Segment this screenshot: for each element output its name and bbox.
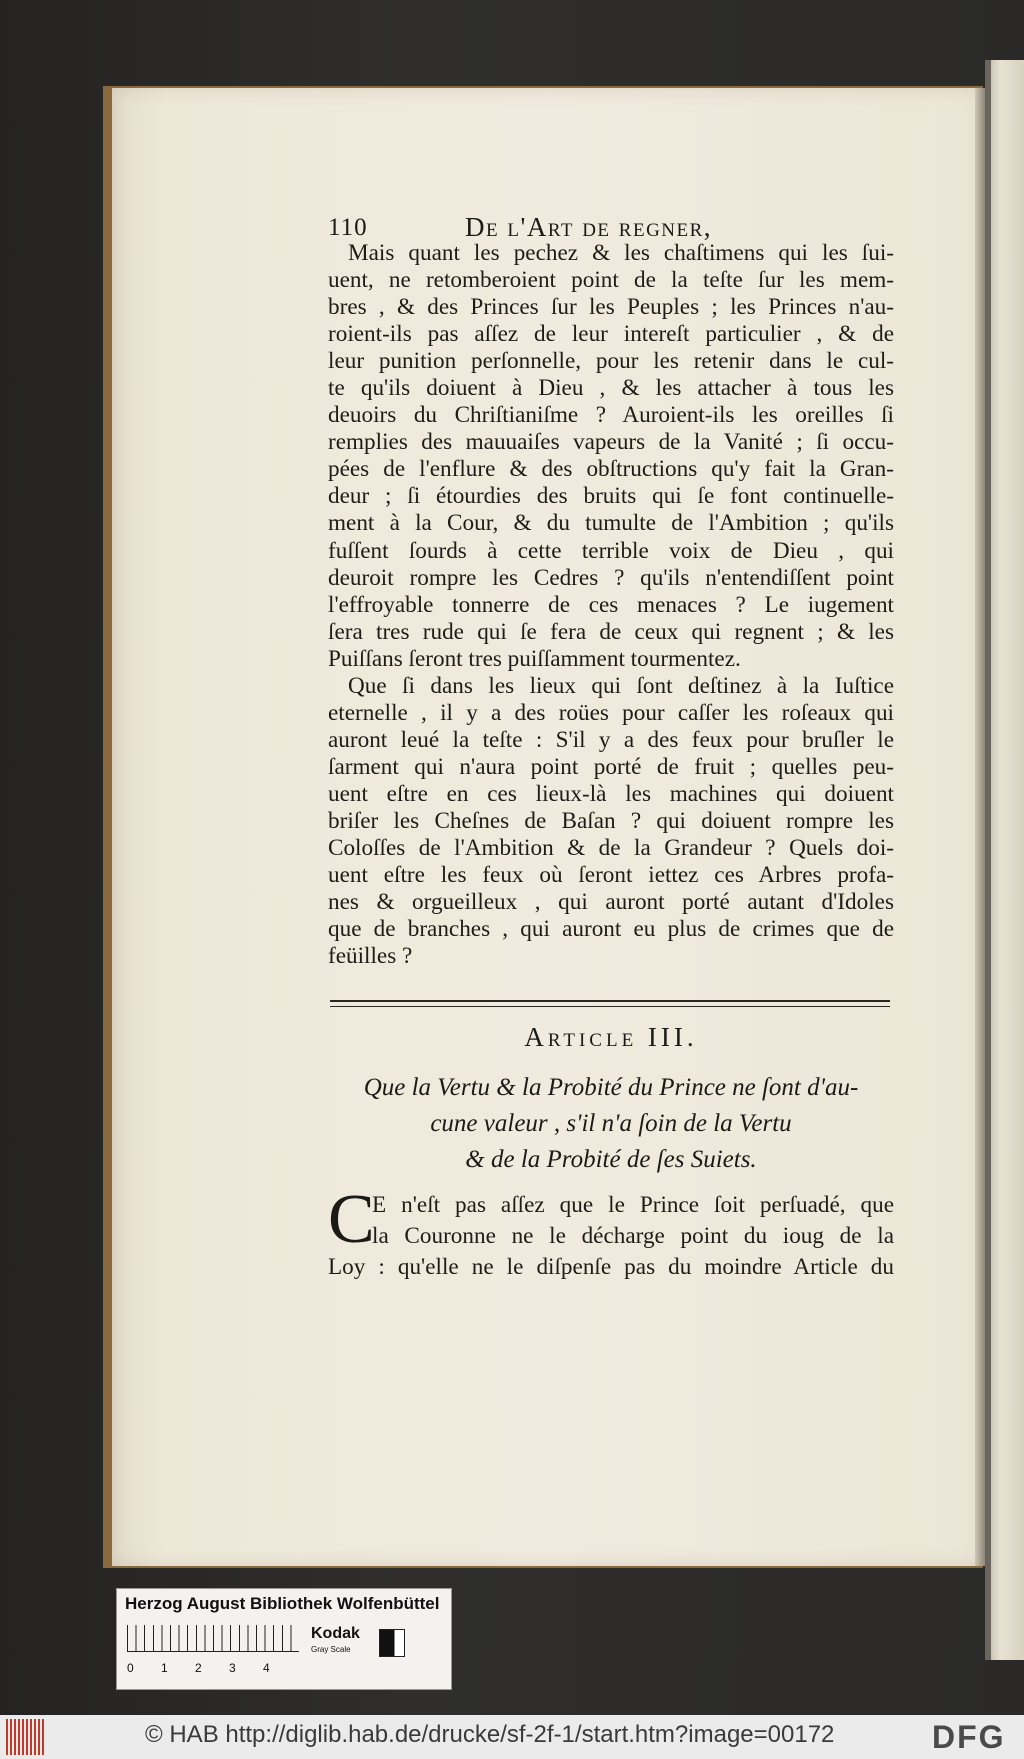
text-line: fuſſent ſourds à cette terrible voix de Dieu , qui (328, 537, 894, 564)
text-line: auront leué la teſte : S'il y a des feux pour bruſler le (328, 726, 894, 753)
subtitle-line: Que la Vertu & la Probité du Prince ne ſont d'au- (363, 1074, 859, 1101)
text-line: deuoirs du Chriſtianiſme ? Auroient-ils les oreilles ſi (328, 402, 894, 429)
text-line: uent eſtre en ces lieux-là les machines qui doiuent (328, 780, 894, 807)
text-line: ſera tres rude qui ſe fera de ceux qui regnent ; & les (328, 618, 894, 645)
text-line: roient-ils pas aſſez de leur intereſt particulier , & de (328, 321, 894, 348)
text-line: nes & orgueilleux , qui auront porté autant d'Idoles (328, 889, 894, 916)
text-line: feüilles ? (328, 943, 413, 970)
article-subtitle (318, 1070, 904, 1178)
footer-bar (0, 1715, 1024, 1759)
ruler-number: 1 (161, 1661, 168, 1675)
paragraph-3 (328, 1181, 894, 1283)
page-number: 110 (328, 214, 368, 241)
library-color-card (116, 1588, 452, 1690)
text-line: uent eſtre les feux où ſeront iettez ces Arbres profa- (328, 862, 894, 889)
text-line: pées de l'enflure & des obſtructions qu'y fait la Gran- (328, 456, 894, 483)
ruler-number: 0 (127, 1661, 134, 1675)
text-line: E n'eſt pas aſſez que le Prince ſoit perſuadé, que (372, 1192, 894, 1218)
gray-scale-chip (379, 1629, 405, 1657)
source-link[interactable]: © HAB http://diglib.hab.de/drucke/sf-2f-1/start.htm?image=00172 (145, 1721, 835, 1748)
text-line: eternelle , il y a des roües pour caſſer les roſeaux qui (328, 699, 894, 726)
ruler-number: 2 (195, 1661, 202, 1675)
text-line: Loy : qu'elle ne le diſpenſe pas du moindre Article du (328, 1254, 894, 1280)
scale-ruler (127, 1625, 299, 1652)
hab-logo-icon (6, 1719, 46, 1755)
ruler-numbers (127, 1661, 317, 1675)
text-line: te qu'ils doiuent à Dieu , & les attacher à tous les (328, 375, 894, 402)
text-line: Coloſſes de l'Ambition & de la Grandeur ? Quels doi- (328, 835, 894, 862)
text-line: Que ſi dans les lieux qui ſont deſtinez à la Iuſtice (348, 672, 894, 699)
text-line: ment à la Cour, & du tumulte de l'Ambition ; qu'ils (328, 510, 894, 537)
text-line: l'effroyable tonnerre de ces menaces ? Le iugement (328, 591, 894, 618)
dfg-logo: DFG (932, 1719, 1006, 1755)
ruler-number: 3 (229, 1661, 236, 1675)
text-line: Puiſſans ſeront tres puiſſamment tourmentez. (328, 645, 741, 672)
text-line: bres , & des Princes ſur les Peuples ; les Princes n'au- (328, 294, 894, 321)
body-text (328, 240, 894, 970)
library-name: Herzog August Bibliothek Wolfenbüttel (125, 1594, 440, 1613)
ruler-number: 4 (263, 1661, 270, 1675)
text-line: uent, ne retomberoient point de la teſte ſur les mem- (328, 267, 894, 294)
text-line: deur ; ſi étourdies des bruits qui ſe font continuelle- (328, 483, 894, 510)
section-rule (330, 1000, 890, 1007)
text-line: leur punition perſonnelle, pour les retenir dans le cul- (328, 348, 894, 375)
text-line: la Couronne ne le décharge point du ioug de la (372, 1223, 894, 1249)
kodak-logo: Kodak (311, 1625, 360, 1642)
text-line: deuroit rompre les Cedres ? qu'ils n'entendiſſent point (328, 564, 894, 591)
drop-cap: C (328, 1181, 375, 1258)
gray-scale-label: Gray Scale (311, 1645, 351, 1654)
text-line: que de branches , qui auront eu plus de crimes que de (328, 916, 894, 943)
subtitle-line: cune valeur , s'il n'a ſoin de la Vertu (430, 1110, 792, 1137)
paragraph-1 (328, 240, 894, 673)
text-line: ſarment qui n'aura point porté de fruit ; quelles peu- (328, 753, 894, 780)
page-spine (975, 88, 985, 1566)
text-line: remplies des mauuaiſes vapeurs de la Vanité ; ſi occu- (328, 429, 894, 456)
text-line: briſer les Cheſnes de Baſan ? qui doiuent rompre les (328, 807, 894, 834)
text-line: Mais quant les pechez & les chaſtimens qui les ſui- (348, 240, 894, 266)
subtitle-line: & de la Probité de ſes Suiets. (465, 1146, 757, 1173)
running-title: De l'Art de regner, (465, 212, 713, 242)
paragraph-2 (328, 673, 894, 971)
article-heading: Article III. (524, 1022, 698, 1052)
facing-page-edge (985, 60, 1024, 1660)
